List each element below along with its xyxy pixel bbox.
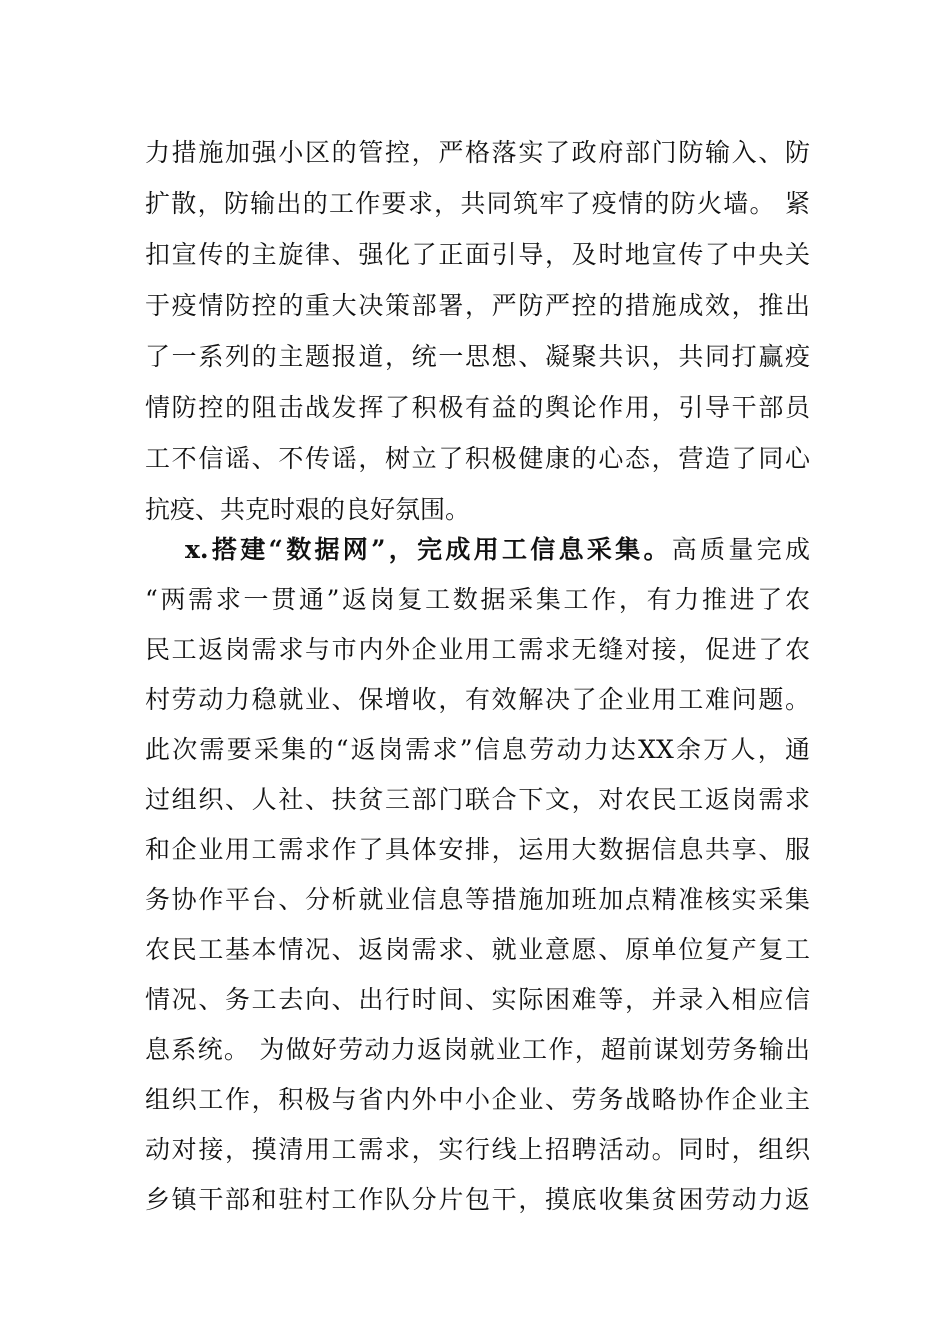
paragraph-line: 组织工作，积极与省内外中小企业、劳务战略协作企业主	[145, 1085, 810, 1114]
heading-line-rest: 高质量完成	[671, 535, 810, 564]
paragraph-line: 了一系列的主题报道，统一思想、凝聚共识，共同打赢疫	[145, 342, 810, 371]
paragraph-line: 力措施加强小区的管控，严格落实了政府部门防输入、防	[145, 138, 810, 167]
paragraph-line: 民工返岗需求与市内外企业用工需求无缝对接，促进了农	[145, 635, 810, 664]
section-heading: x.搭建“数据网”，完成用工信息采集。	[185, 535, 672, 564]
paragraph-line: 过组织、人社、扶贫三部门联合下文，对农民工返岗需求	[145, 785, 810, 814]
paragraph-line: 乡镇干部和驻村工作队分片包干，摸底收集贫困劳动力返	[145, 1185, 810, 1214]
paragraph-line: 扣宣传的主旋律、强化了正面引导，及时地宣传了中央关	[145, 240, 810, 269]
section-heading-line	[185, 524, 810, 576]
paragraph-line: 情防控的阻击战发挥了积极有益的舆论作用，引导干部员	[145, 393, 810, 422]
paragraph-line: 此次需要采集的“返岗需求”信息劳动力达XX余万人，通	[145, 735, 810, 764]
paragraph-line: 农民工基本情况、返岗需求、就业意愿、原单位复产复工	[145, 935, 810, 964]
paragraph-line: 村劳动力稳就业、保增收，有效解决了企业用工难问题。	[145, 685, 810, 714]
paragraph-line: 情况、务工去向、出行时间、实际困难等，并录入相应信	[145, 985, 810, 1014]
paragraph-line: 抗疫、共克时艰的良好氛围。	[145, 495, 471, 524]
paragraph-line: 息系统。 为做好劳动力返岗就业工作，超前谋划劳务输出	[145, 1035, 810, 1064]
paragraph-line: 务协作平台、分析就业信息等措施加班加点精准核实采集	[145, 885, 810, 914]
paragraph-line: 于疫情防控的重大决策部署，严防严控的措施成效，推出	[145, 291, 810, 320]
paragraph-line: 工不信谣、不传谣，树立了积极健康的心态，营造了同心	[145, 444, 810, 473]
paragraph-line: 扩散，防输出的工作要求，共同筑牢了疫情的防火墙。 紧	[145, 189, 810, 218]
paragraph-line: 和企业用工需求作了具体安排，运用大数据信息共享、服	[145, 835, 810, 864]
paragraph-line: 动对接，摸清用工需求，实行线上招聘活动。同时，组织	[145, 1135, 810, 1164]
paragraph-line: “两需求一贯通”返岗复工数据采集工作，有力推进了农	[145, 585, 810, 614]
